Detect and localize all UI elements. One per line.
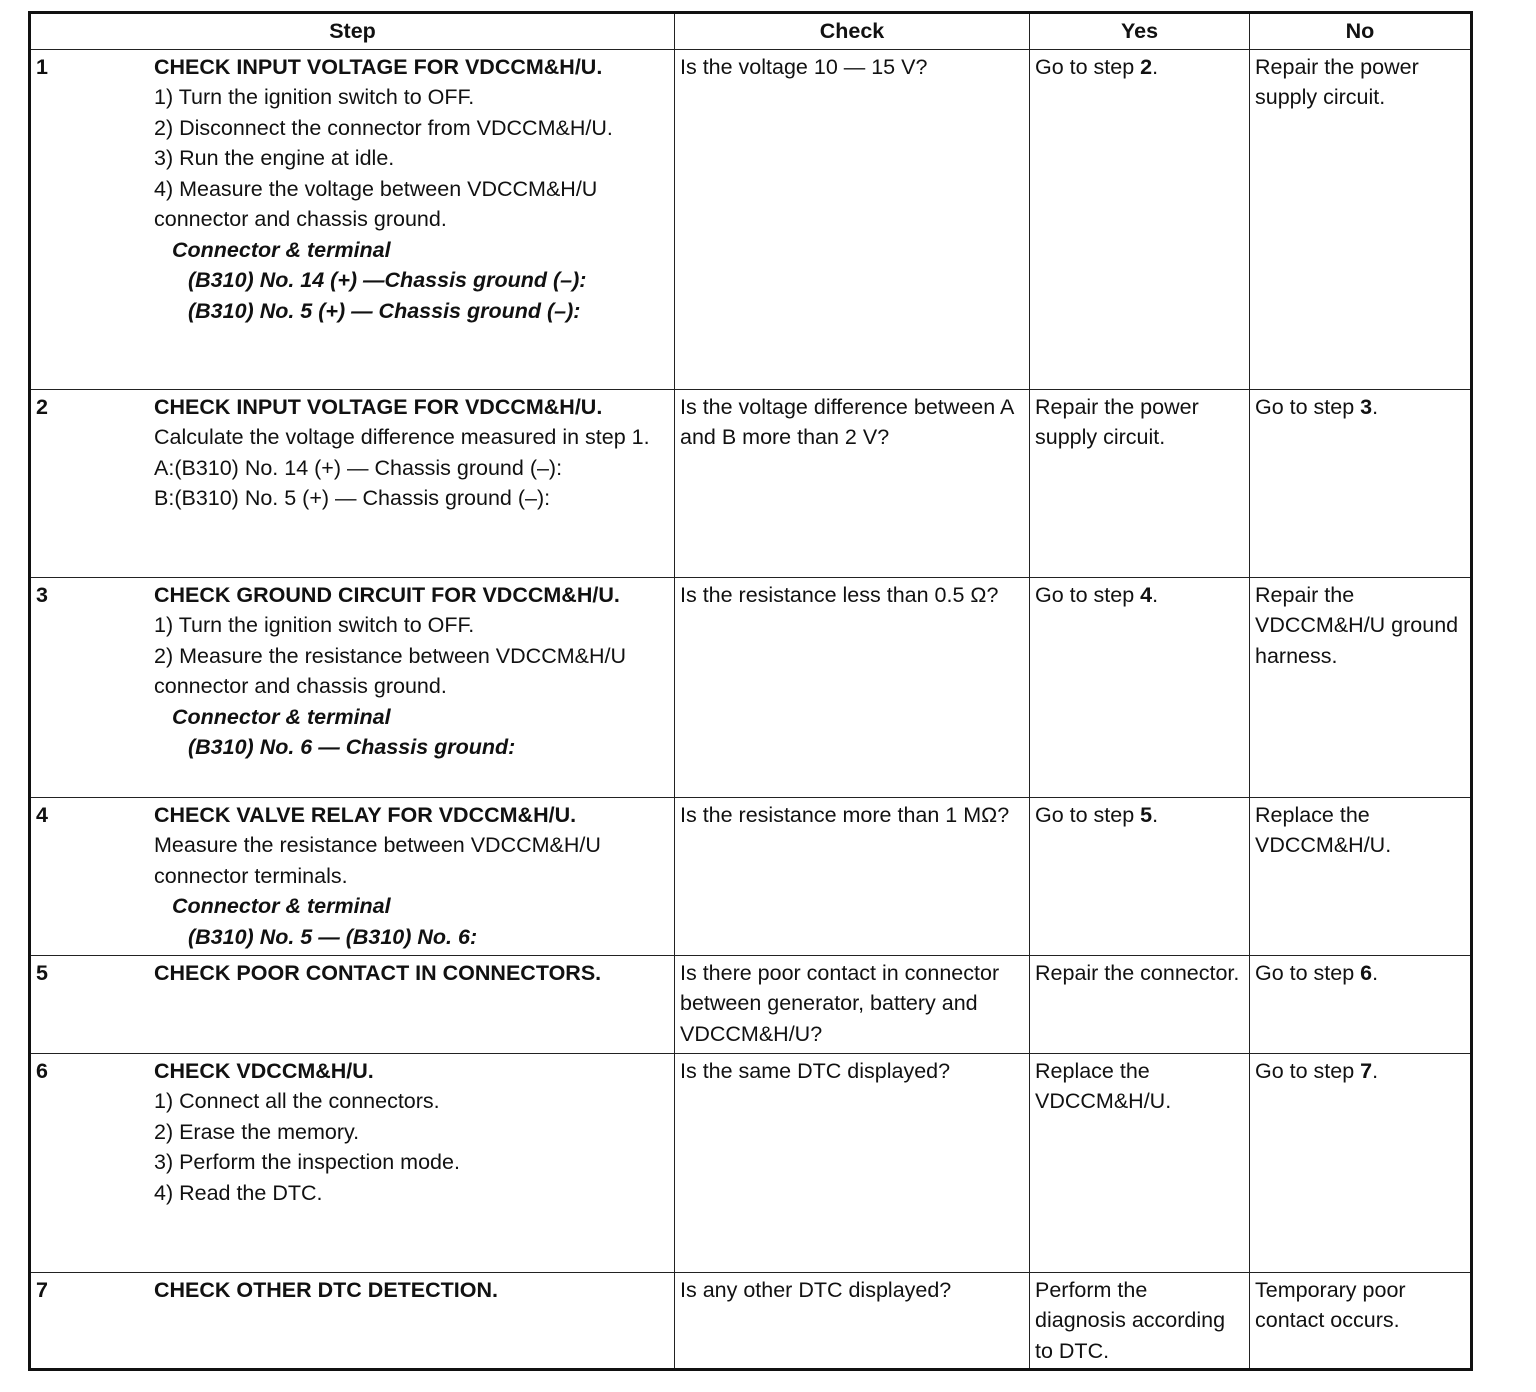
step-instruction: 1) Turn the ignition switch to OFF. [154, 85, 475, 109]
no-action: Go to step [1255, 394, 1361, 419]
table-row [30, 797, 1472, 955]
step-title: CHECK OTHER DTC DETECTION. [154, 1277, 498, 1302]
step-instruction: 3) Perform the inspection mode. [154, 1150, 460, 1174]
connector-terminal-spec: (B310) No. 14 (+) —Chassis ground (–): [188, 268, 587, 292]
header-step: Step [30, 13, 675, 50]
step-title: CHECK VDCCM&H/U. [154, 1058, 374, 1083]
yes-action: Replace the VDCCM&H/U. [1035, 1058, 1172, 1113]
connector-terminal-label: Connector & terminal [172, 704, 391, 729]
connector-terminal-spec: (B310) No. 5 (+) — Chassis ground (–): [188, 298, 581, 323]
step-title: CHECK VALVE RELAY FOR VDCCM&H/U. [154, 802, 577, 827]
no-action: Replace the VDCCM&H/U. [1255, 802, 1392, 857]
step-instruction: 4) Measure the voltage between VDCCM&H/U connector and chassis ground. [154, 176, 598, 231]
check-cell: Is the resistance less than 0.5 Ω? [675, 577, 1030, 797]
yes-action: Go to step [1035, 54, 1141, 79]
header-row [30, 13, 1472, 50]
step-cell [30, 1272, 675, 1370]
step-number: 7 [36, 1277, 48, 1302]
check-cell: Is any other DTC displayed? [675, 1272, 1030, 1370]
connector-terminal-spec: (B310) No. 6 — Chassis ground: [188, 735, 516, 759]
header-check: Check [675, 13, 1030, 50]
step-cell [30, 1053, 675, 1272]
check-cell: Is the resistance more than 1 MΩ? [675, 797, 1030, 955]
yes-cell [1030, 955, 1250, 1053]
no-step-end: . [1372, 1058, 1379, 1083]
no-cell [1250, 797, 1472, 955]
step-cell [30, 577, 675, 797]
no-cell [1250, 577, 1472, 797]
step-instruction: 2) Disconnect the connector from VDCCM&H/U. [154, 115, 613, 140]
step-body [154, 392, 672, 514]
yes-step-end: . [1152, 54, 1159, 79]
step-number: 3 [36, 582, 48, 607]
no-step-ref: 3 [1360, 394, 1373, 419]
diagnostic-table [28, 11, 1473, 1371]
step-instruction: 1) Turn the ignition switch to OFF. [154, 613, 475, 637]
step-number: 6 [36, 1058, 48, 1083]
header-no: No [1250, 13, 1472, 50]
yes-cell [1030, 49, 1250, 389]
step-title: CHECK POOR CONTACT IN CONNECTORS. [154, 960, 602, 985]
yes-cell [1030, 577, 1250, 797]
step-number: 1 [36, 54, 48, 79]
yes-action: Perform the diagnosis according to DTC. [1035, 1277, 1226, 1363]
step-instruction: B:(B310) No. 5 (+) — Chassis ground (–): [154, 486, 551, 510]
no-action: Go to step [1255, 1058, 1361, 1083]
connector-terminal-spec: (B310) No. 5 — (B310) No. 6: [188, 924, 478, 949]
no-step-end: . [1372, 960, 1379, 985]
step-instruction: 3) Run the engine at idle. [154, 146, 395, 170]
check-cell: Is the same DTC displayed? [675, 1053, 1030, 1272]
table-row [30, 1053, 1472, 1272]
no-action: Repair the power supply circuit. [1255, 54, 1419, 109]
connector-terminal-label: Connector & terminal [172, 237, 391, 262]
step-body [154, 1056, 672, 1209]
yes-action: Repair the power supply circuit. [1035, 394, 1199, 449]
step-body [154, 52, 672, 327]
no-action: Temporary poor contact occurs. [1255, 1277, 1406, 1332]
no-cell [1250, 1053, 1472, 1272]
step-instruction: Measure the resistance between VDCCM&H/U connector terminals. [154, 833, 601, 888]
yes-cell [1030, 797, 1250, 955]
yes-action: Go to step [1035, 582, 1141, 607]
step-body [154, 958, 672, 989]
no-step-ref: 6 [1360, 960, 1373, 985]
step-instruction: 1) Connect all the connectors. [154, 1089, 440, 1113]
no-cell [1250, 955, 1472, 1053]
table-row [30, 389, 1472, 577]
step-body [154, 1275, 672, 1306]
check-cell: Is the voltage 10 — 15 V? [675, 49, 1030, 389]
no-action: Go to step [1255, 960, 1361, 985]
step-instruction: A:(B310) No. 14 (+) — Chassis ground (–): [154, 455, 563, 480]
step-cell [30, 389, 675, 577]
step-instruction: 4) Read the DTC. [154, 1180, 323, 1205]
no-cell [1250, 1272, 1472, 1370]
no-action: Repair the VDCCM&H/U ground harness. [1255, 582, 1459, 668]
step-cell [30, 797, 675, 955]
connector-terminal-label: Connector & terminal [172, 894, 391, 918]
no-cell [1250, 49, 1472, 389]
step-number: 2 [36, 394, 48, 419]
yes-action: Repair the connector. [1035, 960, 1240, 985]
step-title: CHECK INPUT VOLTAGE FOR VDCCM&H/U. [154, 394, 603, 419]
yes-action: Go to step [1035, 802, 1141, 827]
yes-cell [1030, 1053, 1250, 1272]
check-cell: Is there poor contact in connector between generator, battery and VDCCM&H/U? [675, 955, 1030, 1053]
header-yes: Yes [1030, 13, 1250, 50]
yes-cell [1030, 1272, 1250, 1370]
table-row [30, 1272, 1472, 1370]
yes-step-end: . [1152, 582, 1159, 607]
step-title: CHECK INPUT VOLTAGE FOR VDCCM&H/U. [154, 54, 603, 79]
table-row [30, 577, 1472, 797]
table-row [30, 49, 1472, 389]
table-row [30, 955, 1472, 1053]
no-step-ref: 7 [1360, 1058, 1373, 1083]
no-cell [1250, 389, 1472, 577]
step-number: 4 [36, 802, 48, 827]
yes-step-ref: 5 [1140, 802, 1153, 827]
step-instruction: Calculate the voltage difference measured in step 1. [154, 425, 650, 449]
step-number: 5 [36, 960, 48, 985]
step-title: CHECK GROUND CIRCUIT FOR VDCCM&H/U. [154, 582, 620, 607]
step-instruction: 2) Measure the resistance between VDCCM&H/U connector and chassis ground. [154, 643, 626, 698]
check-cell: Is the voltage difference between A and B more than 2 V? [675, 389, 1030, 577]
yes-cell [1030, 389, 1250, 577]
no-step-end: . [1372, 394, 1379, 419]
yes-step-ref: 4 [1140, 582, 1153, 607]
yes-step-ref: 2 [1140, 54, 1153, 79]
step-body [154, 800, 672, 953]
step-cell [30, 49, 675, 389]
step-cell [30, 955, 675, 1053]
step-body [154, 580, 672, 763]
step-instruction: 2) Erase the memory. [154, 1119, 360, 1144]
yes-step-end: . [1152, 802, 1159, 827]
